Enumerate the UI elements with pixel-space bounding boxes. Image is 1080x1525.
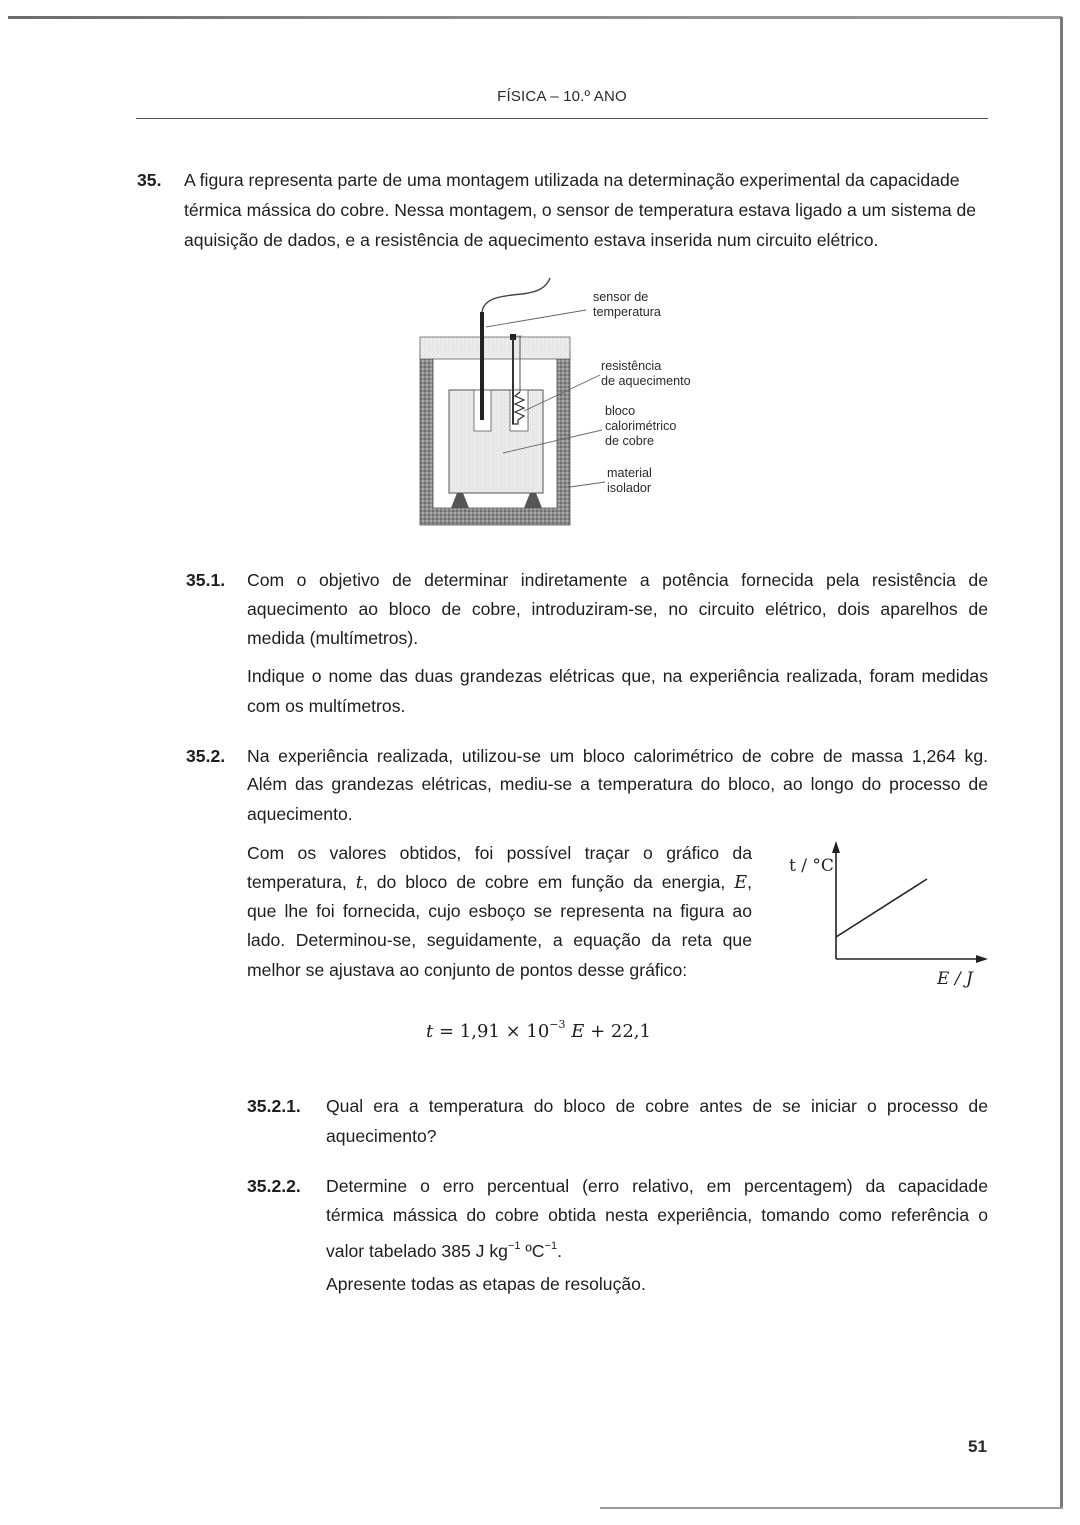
- copper-block: [449, 390, 543, 493]
- graph-text-line-2: [247, 867, 752, 899]
- subquestion-35-1-line-2: aquecimento ao bloco de cobre, introduziram-se, no circuito elétrico, dois aparelhos de: [247, 599, 988, 619]
- subquestion-35-1-line-3: medida (multímetros).: [247, 628, 419, 648]
- subquestion-35-2-2-line-3: [326, 1231, 562, 1267]
- unit-celsius: ºC: [520, 1241, 545, 1261]
- label-resistance-line-1: resistência: [601, 359, 662, 373]
- unit-exponent: −1: [507, 1240, 521, 1252]
- label-sensor-line-2: temperatura: [593, 305, 661, 319]
- subquestion-35-1-prompt-line-1: Indique o nome das duas grandezas elétricas que, na experiência realizada, foram medidas: [247, 666, 988, 686]
- label-resistance-line-2: de aquecimento: [601, 374, 691, 388]
- subquestion-35-1-line-1: Com o objetivo de determinar indiretamente a potência fornecida pela resistência de: [247, 570, 988, 590]
- page-header-title: FÍSICA – 10.º ANO: [497, 88, 627, 105]
- equation-variable: E: [565, 1021, 585, 1042]
- best-fit-equation: [426, 1018, 651, 1042]
- subquestion-35-2-2-line-2: térmica mássica do cobre obtida nesta experiência, tomando como referência o: [326, 1205, 988, 1225]
- variable-t: t: [355, 873, 363, 893]
- graph-line: [836, 879, 927, 937]
- question-intro-line-3: aquisição de dados, e a resistência de aquecimento estava inserida num circuito elétrico.: [184, 230, 879, 250]
- subquestion-35-2-2-instruction: Apresente todas as etapas de resolução.: [326, 1274, 646, 1294]
- x-axis-arrow-icon: [976, 955, 988, 963]
- graph-x-axis-label: E / J: [937, 969, 973, 989]
- header-divider: [136, 118, 988, 119]
- sentence-end: .: [557, 1241, 562, 1261]
- subquestion-35-2-2-line-1: Determine o erro percentual (erro relativo, em percentagem) da capacidade: [326, 1176, 988, 1196]
- subquestion-35-1-prompt-line-2: com os multímetros.: [247, 696, 406, 716]
- question-intro-line-2: térmica mássica do cobre. Nessa montagem, o sensor de temperatura estava ligado a um sistema de: [184, 200, 977, 220]
- subquestion-35-2-1-line-2: aquecimento?: [326, 1126, 437, 1146]
- y-axis-arrow-icon: [832, 841, 840, 853]
- container-lid: [420, 337, 570, 359]
- graph-text-line-5: melhor se ajustava ao conjunto de pontos desse gráfico:: [247, 960, 688, 980]
- label-block-line-3: de cobre: [605, 434, 655, 448]
- subquestion-number-35-2-2: 35.2.2.: [247, 1176, 301, 1196]
- question-number: 35.: [137, 170, 162, 190]
- temperature-sensor: [480, 312, 484, 420]
- subquestion-35-2-line-3: aquecimento.: [247, 804, 353, 824]
- calorimeter-diagram: [400, 270, 720, 530]
- label-sensor-line-1: sensor de: [593, 290, 649, 304]
- block-support-right: [524, 493, 542, 508]
- unit-exponent: −1: [544, 1240, 558, 1252]
- equation-coefficient: 1,91 × 10: [459, 1021, 550, 1042]
- subquestion-number-35-2-1: 35.2.1.: [247, 1096, 301, 1116]
- subquestion-35-2-line-1: Na experiência realizada, utilizou-se um bloco calorimétrico de cobre de massa 1,264 kg.: [247, 746, 988, 766]
- graph-text-segment: temperatura,: [247, 872, 356, 892]
- graph-text-line-3: que lhe foi fornecida, cujo esboço se representa na figura ao: [247, 901, 752, 921]
- page-number: 51: [968, 1437, 987, 1456]
- block-support-left: [451, 493, 469, 508]
- graph-y-axis-label: t / °C: [789, 856, 834, 876]
- subquestion-number-35-2: 35.2.: [186, 746, 226, 766]
- graph-text-line-1: Com os valores obtidos, foi possível traçar o gráfico da: [247, 843, 752, 863]
- page-right-border: [1060, 17, 1063, 1509]
- label-insulator-line-2: isolador: [607, 481, 652, 495]
- label-block-line-2: calorimétrico: [605, 419, 677, 433]
- question-intro-line-1: A figura representa parte de uma montagem utilizada na determinação experimental da capacidade: [184, 170, 960, 190]
- subquestion-35-2-line-2: Além das grandezas elétricas, mediu-se a temperatura do bloco, ao longo do processo de: [247, 774, 988, 794]
- equation-exponent: −3: [549, 1018, 566, 1031]
- equation-intercept: + 22,1: [584, 1021, 651, 1042]
- graph-text-segment: , do bloco de cobre em função da energia,: [362, 872, 735, 892]
- graph-text-segment: ,: [747, 872, 752, 892]
- label-insulator-line-1: material: [607, 466, 652, 480]
- equation-equals: =: [433, 1021, 460, 1042]
- page-top-border: [8, 16, 1062, 19]
- page-bottom-border: [600, 1507, 1063, 1509]
- variable-E: E: [734, 873, 748, 893]
- equation-lhs: t: [426, 1021, 434, 1042]
- label-block-line-1: bloco: [605, 404, 636, 418]
- graph-text-line-4: lado. Determinou-se, seguidamente, a equação da reta que: [247, 930, 752, 950]
- subquestion-35-2-1-line-1: Qual era a temperatura do bloco de cobre antes de se iniciar o processo de: [326, 1096, 988, 1116]
- reference-value: valor tabelado 385 J kg: [326, 1241, 508, 1261]
- subquestion-number-35-1: 35.1.: [186, 570, 226, 590]
